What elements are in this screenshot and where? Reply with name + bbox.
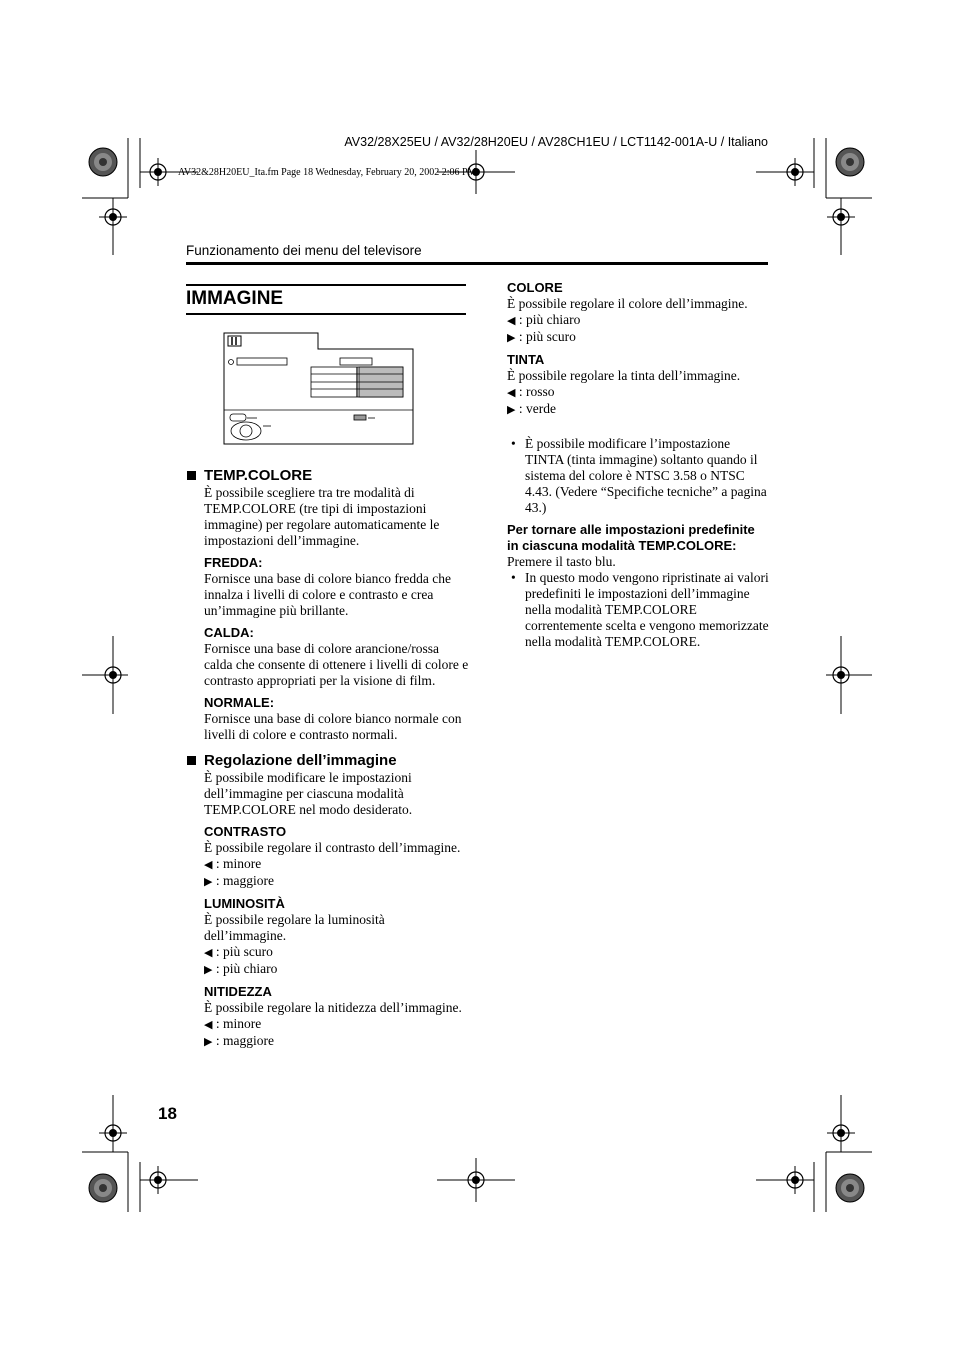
arrow-right-icon: ▶ — [507, 404, 516, 416]
contrasto-left-line: ◀ : minore — [204, 856, 262, 871]
tinta-right-line: ▶ : verde — [507, 401, 556, 416]
nitidezza-right-line: ▶ : maggiore — [204, 1033, 274, 1048]
bullet-icon: • — [511, 436, 516, 451]
colore-heading: COLORE — [507, 280, 563, 295]
calda-body: Fornisce una base di colore arancione/rossa calda che consente di ottenere i livelli di colore e contrasto appropriati per la visione di film. — [204, 641, 469, 688]
temp-colore-heading: TEMP.COLORE — [204, 467, 470, 485]
menu-screen-illustration — [223, 332, 416, 448]
document-code: AV32/28X25EU / AV32/28H20EU / AV28CH1EU / LCT1142-001A-U / Italiano — [344, 135, 768, 149]
arrow-right-icon: ▶ — [204, 876, 213, 888]
file-info-line: AV32&28H20EU_Ita.fm Page 18 Wednesday, February 20, 2002 2:06 PM — [178, 167, 477, 178]
reset-body: Premere il tasto blu. — [507, 554, 616, 569]
tinta-note: • È possibile modificare l’impostazione TINTA (tinta immagine) soltanto quando il sistema del colore è NTSC 3.58 o NTSC 4.43. (Vedere “Specifiche tecniche” a pagina 43.) — [511, 436, 767, 515]
luminosita-heading: LUMINOSITÀ — [204, 896, 285, 911]
arrow-left-icon: ◀ — [204, 1019, 213, 1031]
reset-note: • In questo modo vengono ripristinate ai valori predefiniti le impostazioni dell’immagine nella modalità TEMP.COLORE correntemente scelta e vengono memorizzate nella modalità TEMP.COLORE. — [511, 570, 769, 649]
section-title: IMMAGINE — [186, 288, 284, 309]
tinta-left-line: ◀ : rosso — [507, 384, 555, 399]
regolazione-heading: Regolazione dell’immagine — [204, 752, 470, 770]
section-rule-bottom — [186, 313, 466, 315]
luminosita-left-line: ◀ : più scuro — [204, 944, 273, 959]
square-bullet-icon — [187, 471, 196, 480]
nitidezza-left-line: ◀ : minore — [204, 1016, 262, 1031]
arrow-right-icon: ▶ — [204, 1036, 213, 1048]
arrow-left-icon: ◀ — [204, 947, 213, 959]
bullet-icon: • — [511, 570, 516, 585]
contrasto-heading: CONTRASTO — [204, 824, 287, 839]
arrow-left-icon: ◀ — [507, 315, 516, 327]
square-bullet-icon — [187, 756, 196, 765]
right-column — [507, 274, 769, 650]
luminosita-body: È possibile regolare la luminosità dell’immagine. — [204, 912, 385, 943]
luminosita-right-line: ▶ : più chiaro — [204, 961, 278, 976]
tinta-heading: TINTA — [507, 352, 545, 367]
normale-body: Fornisce una base di colore bianco normale con livelli di colore e contrasto normali. — [204, 711, 462, 742]
calda-heading: CALDA: — [204, 625, 254, 640]
reset-heading: Per tornare alle impostazioni predefinite in ciascuna modalità TEMP.COLORE: — [507, 522, 755, 553]
tinta-body: È possibile regolare la tinta dell’immagine. — [507, 368, 741, 383]
nitidezza-heading: NITIDEZZA — [204, 984, 272, 999]
normale-heading: NORMALE: — [204, 695, 275, 710]
header-rule — [186, 262, 768, 265]
regolazione-body: È possibile modificare le impostazioni dell’immagine per ciascuna modalità TEMP.COLORE nel modo desiderato. — [204, 770, 413, 817]
chapter-header: Funzionamento dei menu del televisore — [186, 243, 422, 258]
page-number: 18 — [158, 1104, 177, 1123]
section-rule-top — [186, 284, 466, 286]
arrow-right-icon: ▶ — [204, 964, 213, 976]
arrow-right-icon: ▶ — [507, 332, 516, 344]
nitidezza-body: È possibile regolare la nitidezza dell’immagine. — [204, 1000, 462, 1015]
left-column — [204, 467, 470, 1050]
contrasto-right-line: ▶ : maggiore — [204, 873, 274, 888]
fredda-body: Fornisce una base di colore bianco fredda che innalza i livelli di colore e contrasto e crea un’immagine più brillante. — [204, 571, 452, 618]
colore-body: È possibile regolare il colore dell’immagine. — [507, 296, 748, 311]
colore-left-line: ◀ : più chiaro — [507, 312, 581, 327]
arrow-left-icon: ◀ — [507, 387, 516, 399]
arrow-left-icon: ◀ — [204, 859, 213, 871]
fredda-heading: FREDDA: — [204, 555, 263, 570]
contrasto-body: È possibile regolare il contrasto dell’immagine. — [204, 840, 461, 855]
temp-colore-body: È possibile scegliere tra tre modalità di TEMP.COLORE (tre tipi di impostazioni immagine) per regolare automaticamente le impostazioni dell’immagine. — [204, 485, 440, 548]
colore-right-line: ▶ : più scuro — [507, 329, 576, 344]
